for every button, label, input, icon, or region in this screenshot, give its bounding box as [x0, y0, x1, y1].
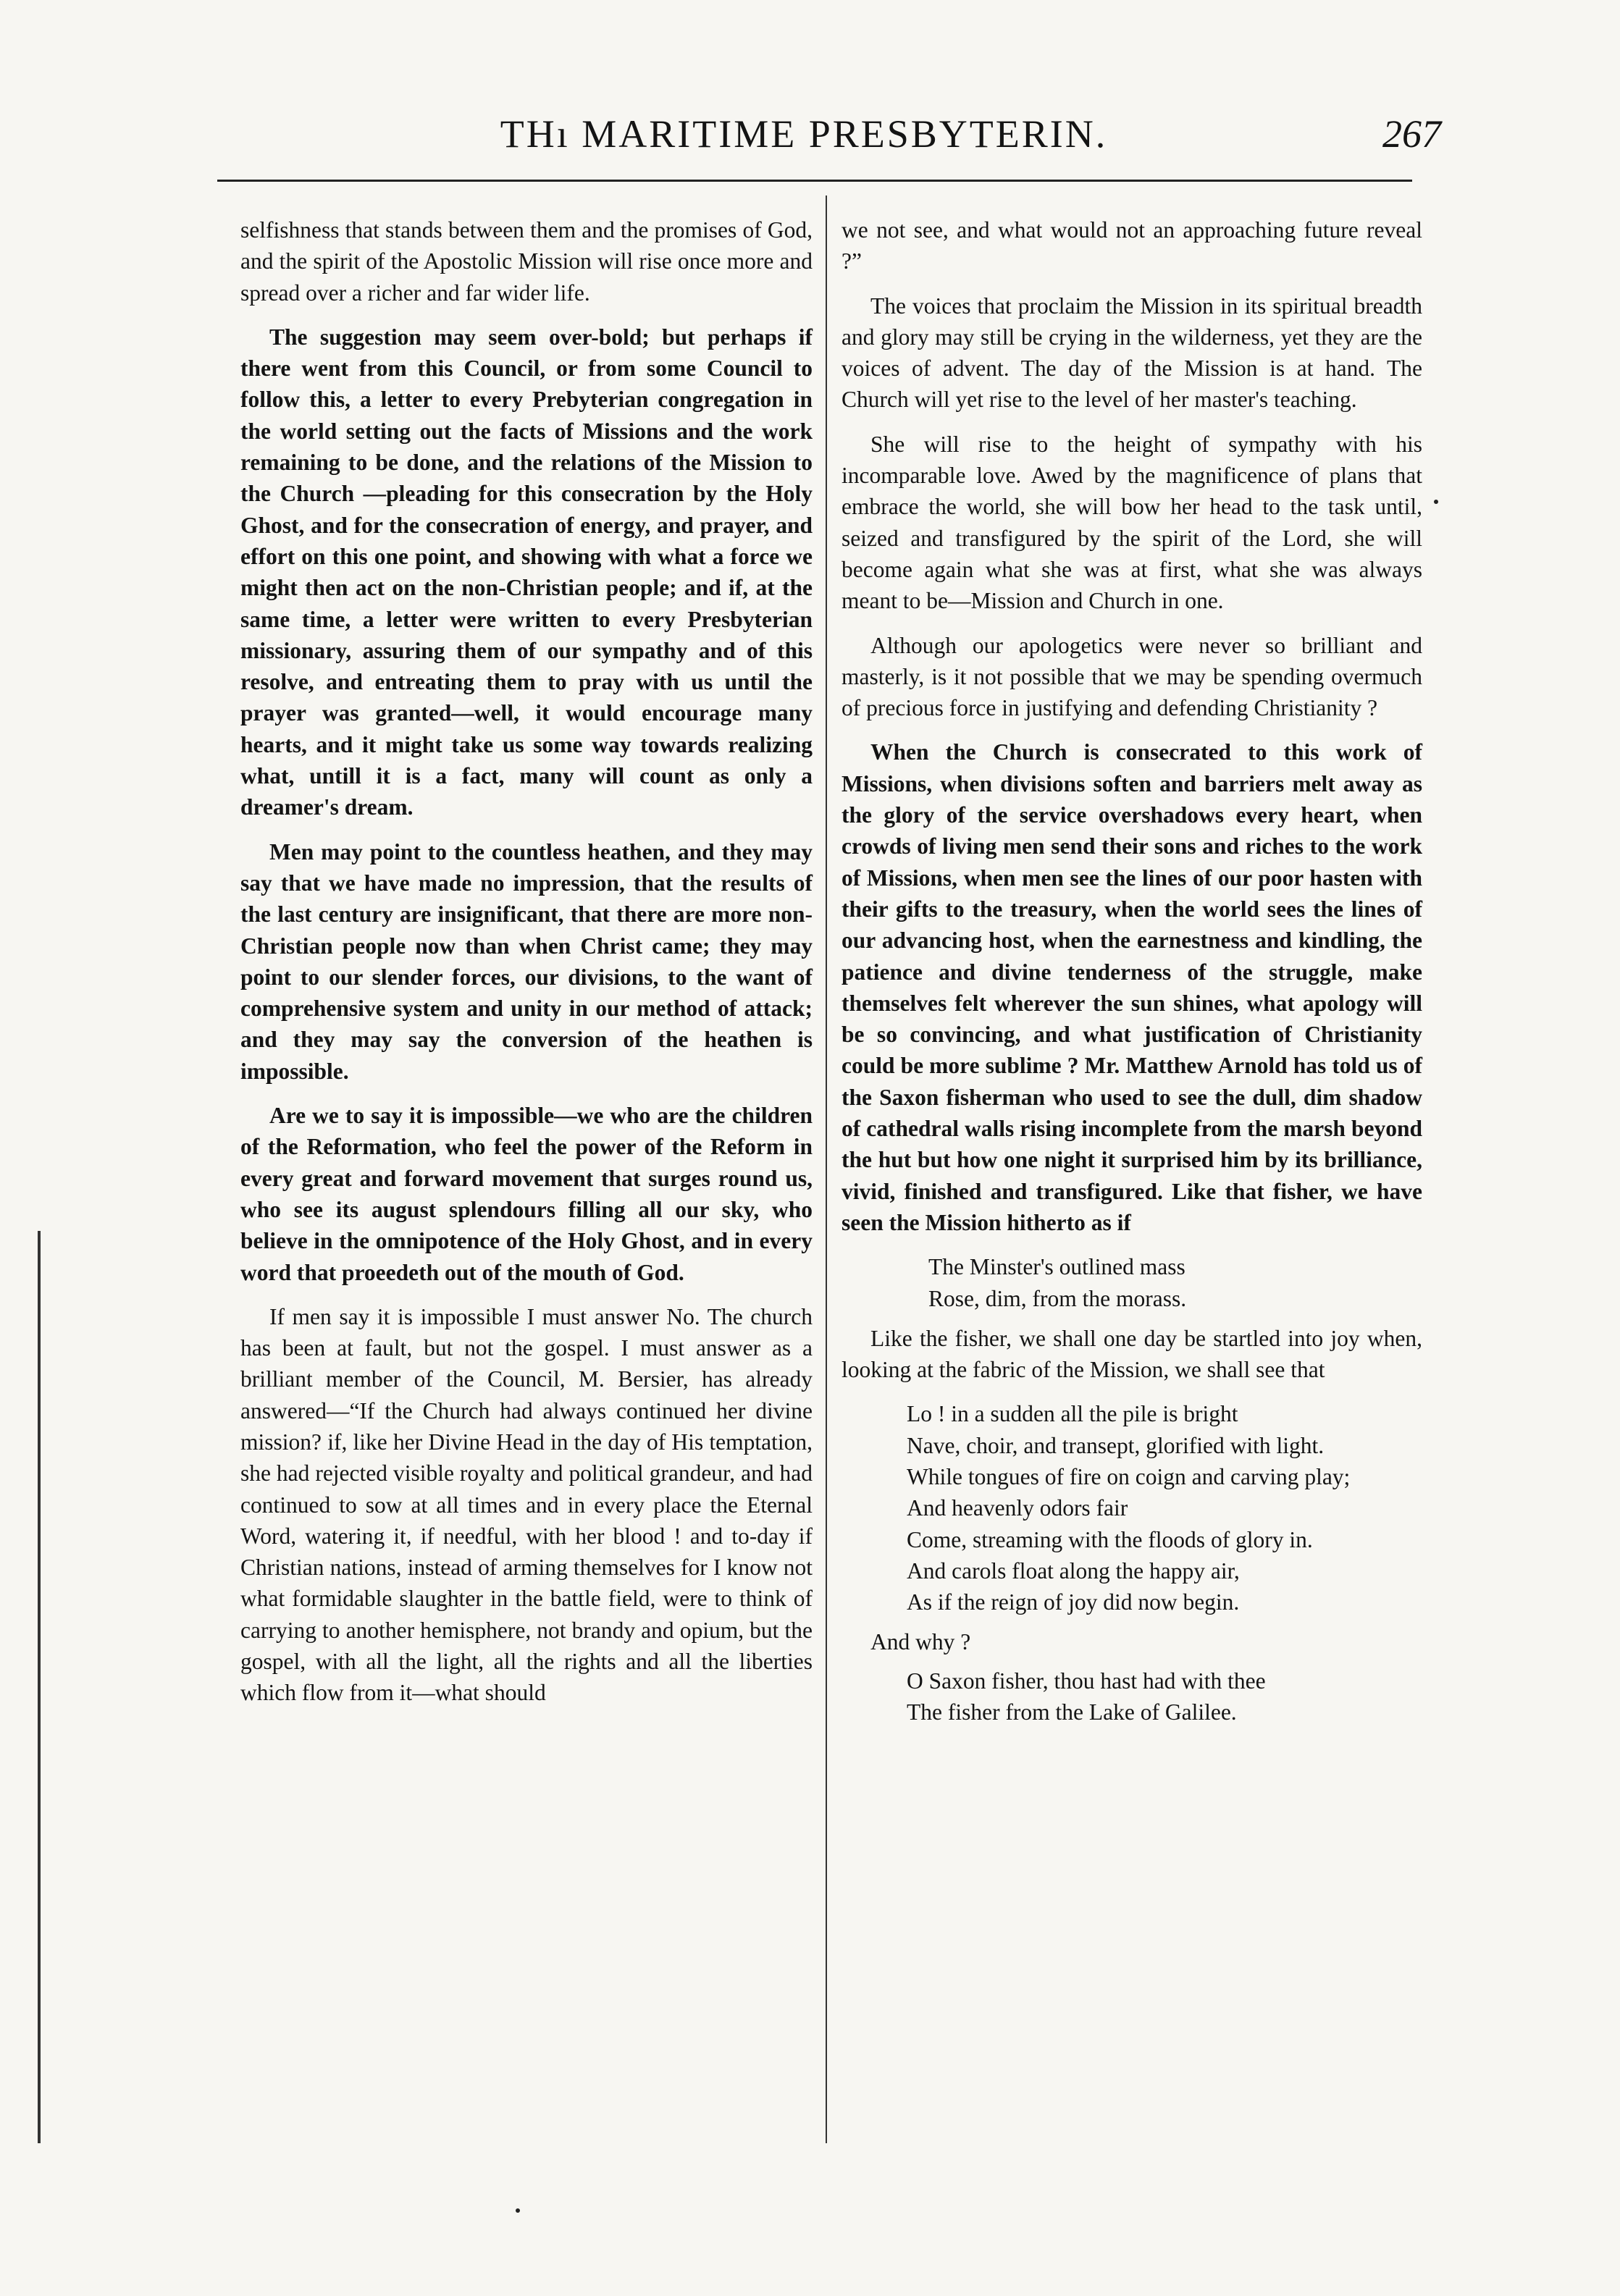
verse-line: The fisher from the Lake of Galilee.: [907, 1699, 1237, 1725]
verse-line: Lo ! in a sudden all the pile is bright: [907, 1401, 1238, 1427]
right-paragraph-6: Like the fisher, we shall one day be startled into joy when, looking at the fabric of the Mission, we shall see that: [842, 1325, 1422, 1383]
page-number: 267: [1382, 112, 1441, 156]
verse-line: As if the reign of joy did now begin.: [907, 1589, 1240, 1615]
page-header: [167, 109, 1441, 159]
print-speck: [516, 2208, 520, 2213]
verse-minster: [928, 1251, 1422, 1314]
verse-line: The Minster's outlined mass: [928, 1254, 1185, 1280]
verse-saxon: [907, 1665, 1422, 1728]
left-column: [240, 214, 813, 1722]
header-rule: [217, 180, 1412, 182]
and-why-line: And why ?: [870, 1629, 971, 1655]
verse-line: And carols float along the happy air,: [907, 1557, 1240, 1584]
right-paragraph-2: The voices that proclaim the Mission in its spiritual breadth and glory may still be crying in the wilderness, yet they are the voices of advent. The day of the Mission is at hand. The Church will yet rise to the level of her master's teaching.: [842, 293, 1422, 413]
verse-line: Come, streaming with the floods of glory in.: [907, 1526, 1313, 1552]
print-speck: [1434, 500, 1438, 504]
left-paragraph-1: selfishness that stands between them and the promises of God, and the spirit of the Apostolic Mission will rise once more and spread over a richer and far wider life.: [240, 217, 813, 306]
left-paragraph-4: Are we to say it is impossible—we who are the children of the Reformation, who feel the power of the Reform in every great and forward movement that surges round us, who see its august splendours filling all our sky, who believe in the omnipotence of the Holy Ghost, and in every word that proeedeth out of the mouth of God.: [240, 1103, 813, 1285]
left-paragraph-2: The suggestion may seem over-bold; but perhaps if there went from this Council, or from some Council to follow this, a letter to every Prebyterian congregation in the world setting out the facts of Missions and the work remaining to be done, and the relations of the Mission to the Church —pleading for this consecration by the Holy Ghost, and for the consecration of energy, and prayer, and effort on this one point, and showing with what a force we might then act on the non-Christian people; and if, at the same time, a letter were written to every Presbyterian missionary, assuring them of our sympathy and of this resolve, and entreating them to pray with us until the prayer was granted—well, it would encourage many hearts, and it might take us some way towards realizing what, untill it is a fact, many will count as only a dreamer's dream.: [240, 324, 813, 820]
page-edge-line: [38, 1231, 41, 2143]
verse-line: And heavenly odors fair: [907, 1495, 1128, 1521]
verse-line: While tongues of fire on coign and carving play;: [907, 1463, 1351, 1489]
verse-line: Nave, choir, and transept, glorified with light.: [907, 1432, 1325, 1458]
column-divider: [826, 195, 827, 2143]
left-paragraph-5: If men say it is impossible I must answer No. The church has been at fault, but not the gospel. I must answer as a brilliant member of the Council, M. Bersier, has already answered—“If the Church had always continued her divine mission? if, like her Divine Head in the day of His temptation, she had rejected visible royalty and political grandeur, and had continued to sow at all times and in every place the Eternal Word, watering it, if needful, with her blood ! and to-day if Christian nations, instead of arming themselves for I know not what formidable slaughter in the battle field, were to think of carrying to another hemisphere, not brandy and opium, but the gospel, with all the light, all the rights and all the liberties which flow from it—what should: [240, 1303, 813, 1706]
journal-title: THı MARITIME PRESBYTERIN.: [500, 112, 1108, 156]
verse-line: Rose, dim, from the morass.: [928, 1285, 1187, 1311]
verse-lo: [907, 1398, 1422, 1618]
right-column: [842, 214, 1422, 1736]
left-paragraph-3: Men may point to the countless heathen, and they may say that we have made no impression, that the results of the last century are insignificant, that there are more non-Christian people now than when Christ came; they may point to our slender forces, our divisions, to the want of comprehensive system and unity in our method of attack; and they may say the conversion of the heathen is impossible.: [240, 838, 813, 1084]
right-paragraph-5: When the Church is consecrated to this work of Missions, when divisions soften and barriers melt away as the glory of the service overshadows every heart, when crowds of living men send their sons and riches to the work of Missions, when men see the lines of our poor hasten with their gifts to the treasury, when the world sees the lines of our advancing host, when the earnestness and kindling, the patience and divine tenderness of the struggle, make themselves felt wherever the sun shines, what apology will be so convincing, and what justification of Christianity could be more sublime ? Mr. Matthew Arnold has told us of the Saxon fisherman who used to see the dull, dim shadow of cathedral walls rising incomplete from the marsh beyond the hut but how one night it surprised him by its brilliance, vivid, finished and transfigured. Like that fisher, we have seen the Mission hitherto as if: [842, 739, 1422, 1235]
verse-line: O Saxon fisher, thou hast had with thee: [907, 1668, 1266, 1694]
right-paragraph-1: we not see, and what would not an approaching future reveal ?”: [842, 217, 1422, 274]
right-paragraph-4: Although our apologetics were never so brilliant and masterly, is it not possible that we may be spending overmuch of precious force in justifying and defending Christianity ?: [842, 632, 1422, 721]
right-paragraph-3: She will rise to the height of sympathy with his incomparable love. Awed by the magnificence of plans that embrace the world, she will bow her head to the task until, seized and transfigured by the spirit of the Lord, she will become again what she was at first, what she was always meant to be—Mission and Church in one.: [842, 431, 1422, 614]
